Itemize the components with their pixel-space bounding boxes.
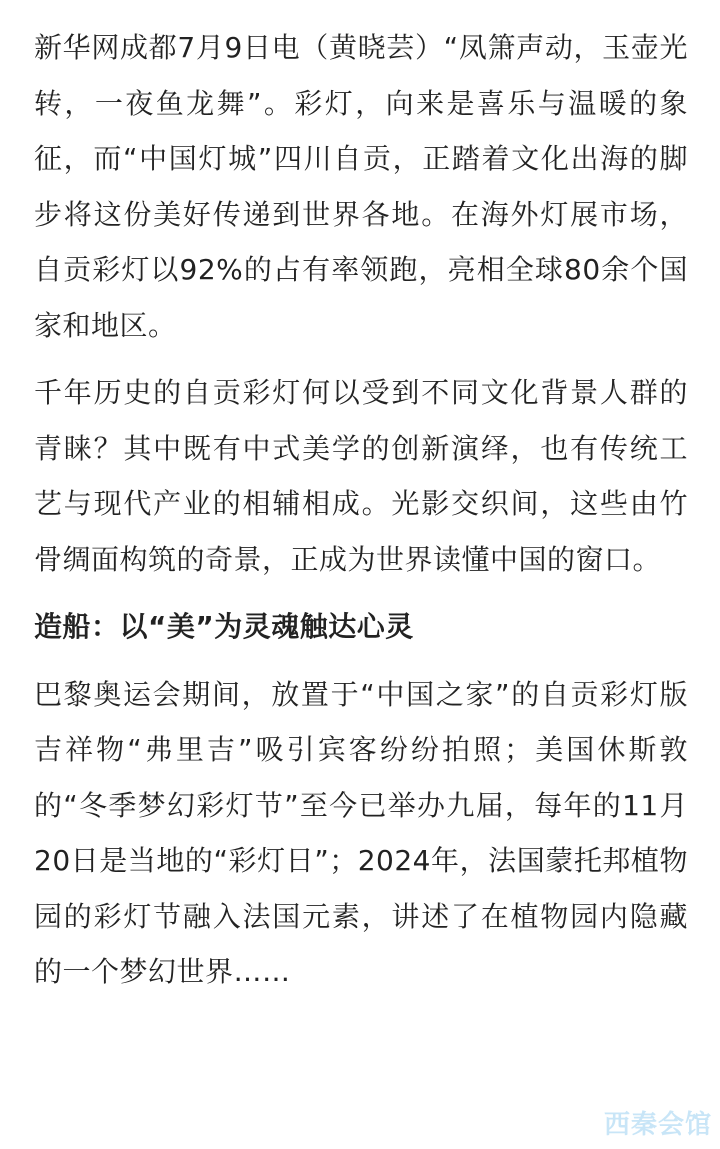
section-heading: 造船：以“美”为灵魂触达心灵 (34, 610, 414, 643)
article-body (34, 20, 688, 1012)
watermark-logo: 西秦会馆 (603, 1110, 712, 1140)
section-paragraph: 巴黎奥运会期间，放置于“中国之家”的自贡彩灯版吉祥物“弗里吉”吸引宾客纷纷拍照；美国休斯敦的“冬季梦幻彩灯节”至今已举办九届，每年的11月20日是当地的“彩灯日”；2024年，法国蒙托邦植物园的彩灯节融入法国元素，讲述了在植物园内隐藏的一个梦幻世界…… (34, 677, 688, 988)
article-paragraph-context: 千年历史的自贡彩灯何以受到不同文化背景人群的青睐？其中既有中式美学的创新演绎，也有传统工艺与现代产业的相辅相成。光影交织间，这些由竹骨绸面构筑的奇景，正成为世界读懂中国的窗口。 (34, 376, 688, 576)
article-paragraph-intro: 新华网成都7月9日电（黄晓芸）“凤箫声动，玉壶光转，一夜鱼龙舞”。彩灯，向来是喜乐与温暖的象征，而“中国灯城”四川自贡，正踏着文化出海的脚步将这份美好传递到世界各地。在海外灯展市场，自贡彩灯以92%的占有率领跑，亮相全球80余个国家和地区。 (34, 31, 688, 342)
